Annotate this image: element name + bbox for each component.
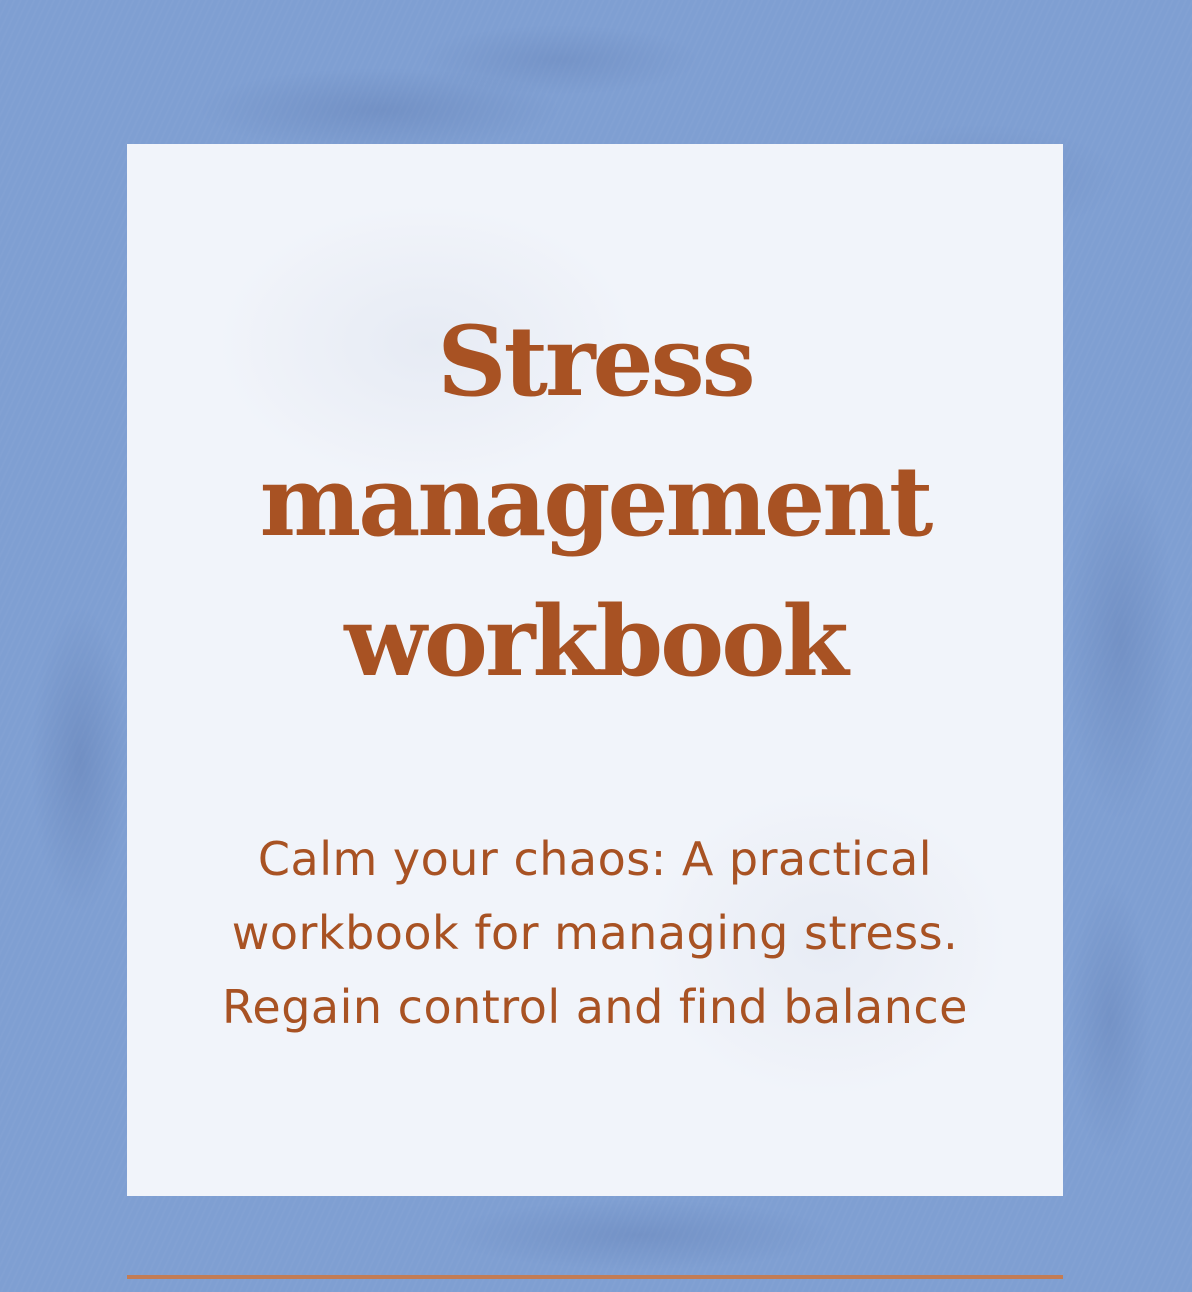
bottom-divider: [127, 1275, 1063, 1279]
cover-card: [127, 144, 1063, 1196]
cover-title-line: workbook: [344, 585, 846, 698]
cover-subtitle: [127, 822, 1063, 1044]
cover-subtitle-line: Calm your chaos: A practical: [257, 832, 933, 886]
cover-subtitle-line: workbook for managing stress.: [231, 906, 959, 960]
cover-title-line: Stress: [437, 305, 753, 418]
cover-title: [127, 292, 1063, 712]
cover-title-line: management: [259, 445, 931, 558]
cover-subtitle-line: Regain control and find balance: [222, 980, 968, 1034]
